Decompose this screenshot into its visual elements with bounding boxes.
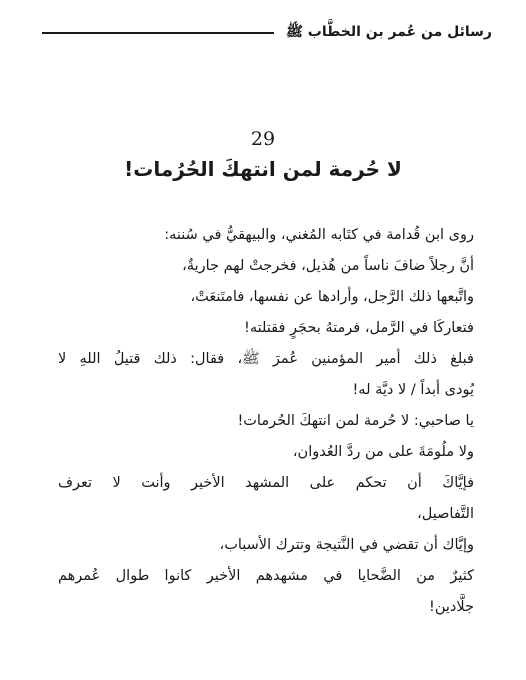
- text-line: يُودى أبداً / لا ديَّة له!: [352, 382, 474, 398]
- text-line: يا صاحبي: لا حُرمة لمن انتهكَ الحُرمات!: [237, 413, 474, 429]
- chapter-title: لا حُرمة لمن انتهكَ الحُرُمات!: [124, 157, 402, 181]
- text-line: كثيرٌ من الضَّحايا في مشهدهم الأخير كانوا طوال عُمرهم: [58, 568, 474, 584]
- text-line: أنَّ رجلاً ضافَ ناساً من هُذيل، فخرجتْ لهم جاريةٌ،: [182, 258, 474, 274]
- text-line: جلَّادين!: [429, 599, 474, 615]
- text-line: فإيَّاكَ أن تحكم على المشهد الأخير وأنت لا تعرف: [58, 475, 474, 491]
- body-text: [58, 220, 474, 623]
- text-line: فتعاركَا في الرَّمل، فرمتهُ بحجَرٍ فقتلته!: [244, 320, 474, 336]
- text-line: ولا ملُومَةَ على من ردَّ العُدوان،: [292, 444, 474, 460]
- text-line: التَّفاصيل،: [417, 506, 474, 522]
- text-line: وإيَّاك أن تقضي في النَّتيجة وتترك الأسباب،: [219, 537, 474, 553]
- header-rule: [42, 32, 274, 34]
- chapter-number: 29: [250, 128, 276, 150]
- running-header-title: رسائل من عُمر بن الخطَّاب ﷺ: [285, 24, 492, 40]
- text-line: روى ابن قُدامة في كتَابه المُغني، والبيهقيُّ في سُننه:: [164, 227, 474, 243]
- running-header: [42, 16, 492, 50]
- text-line: واتَّبعها ذلك الرَّجل، وأرادها عن نفسها، فامتَنعَتْ،: [190, 289, 474, 305]
- text-line: فبلغ ذلك أمير المؤمنين عُمرَ ﷺ، فقال: ذلك قتيلُ اللهِ لا: [58, 351, 474, 367]
